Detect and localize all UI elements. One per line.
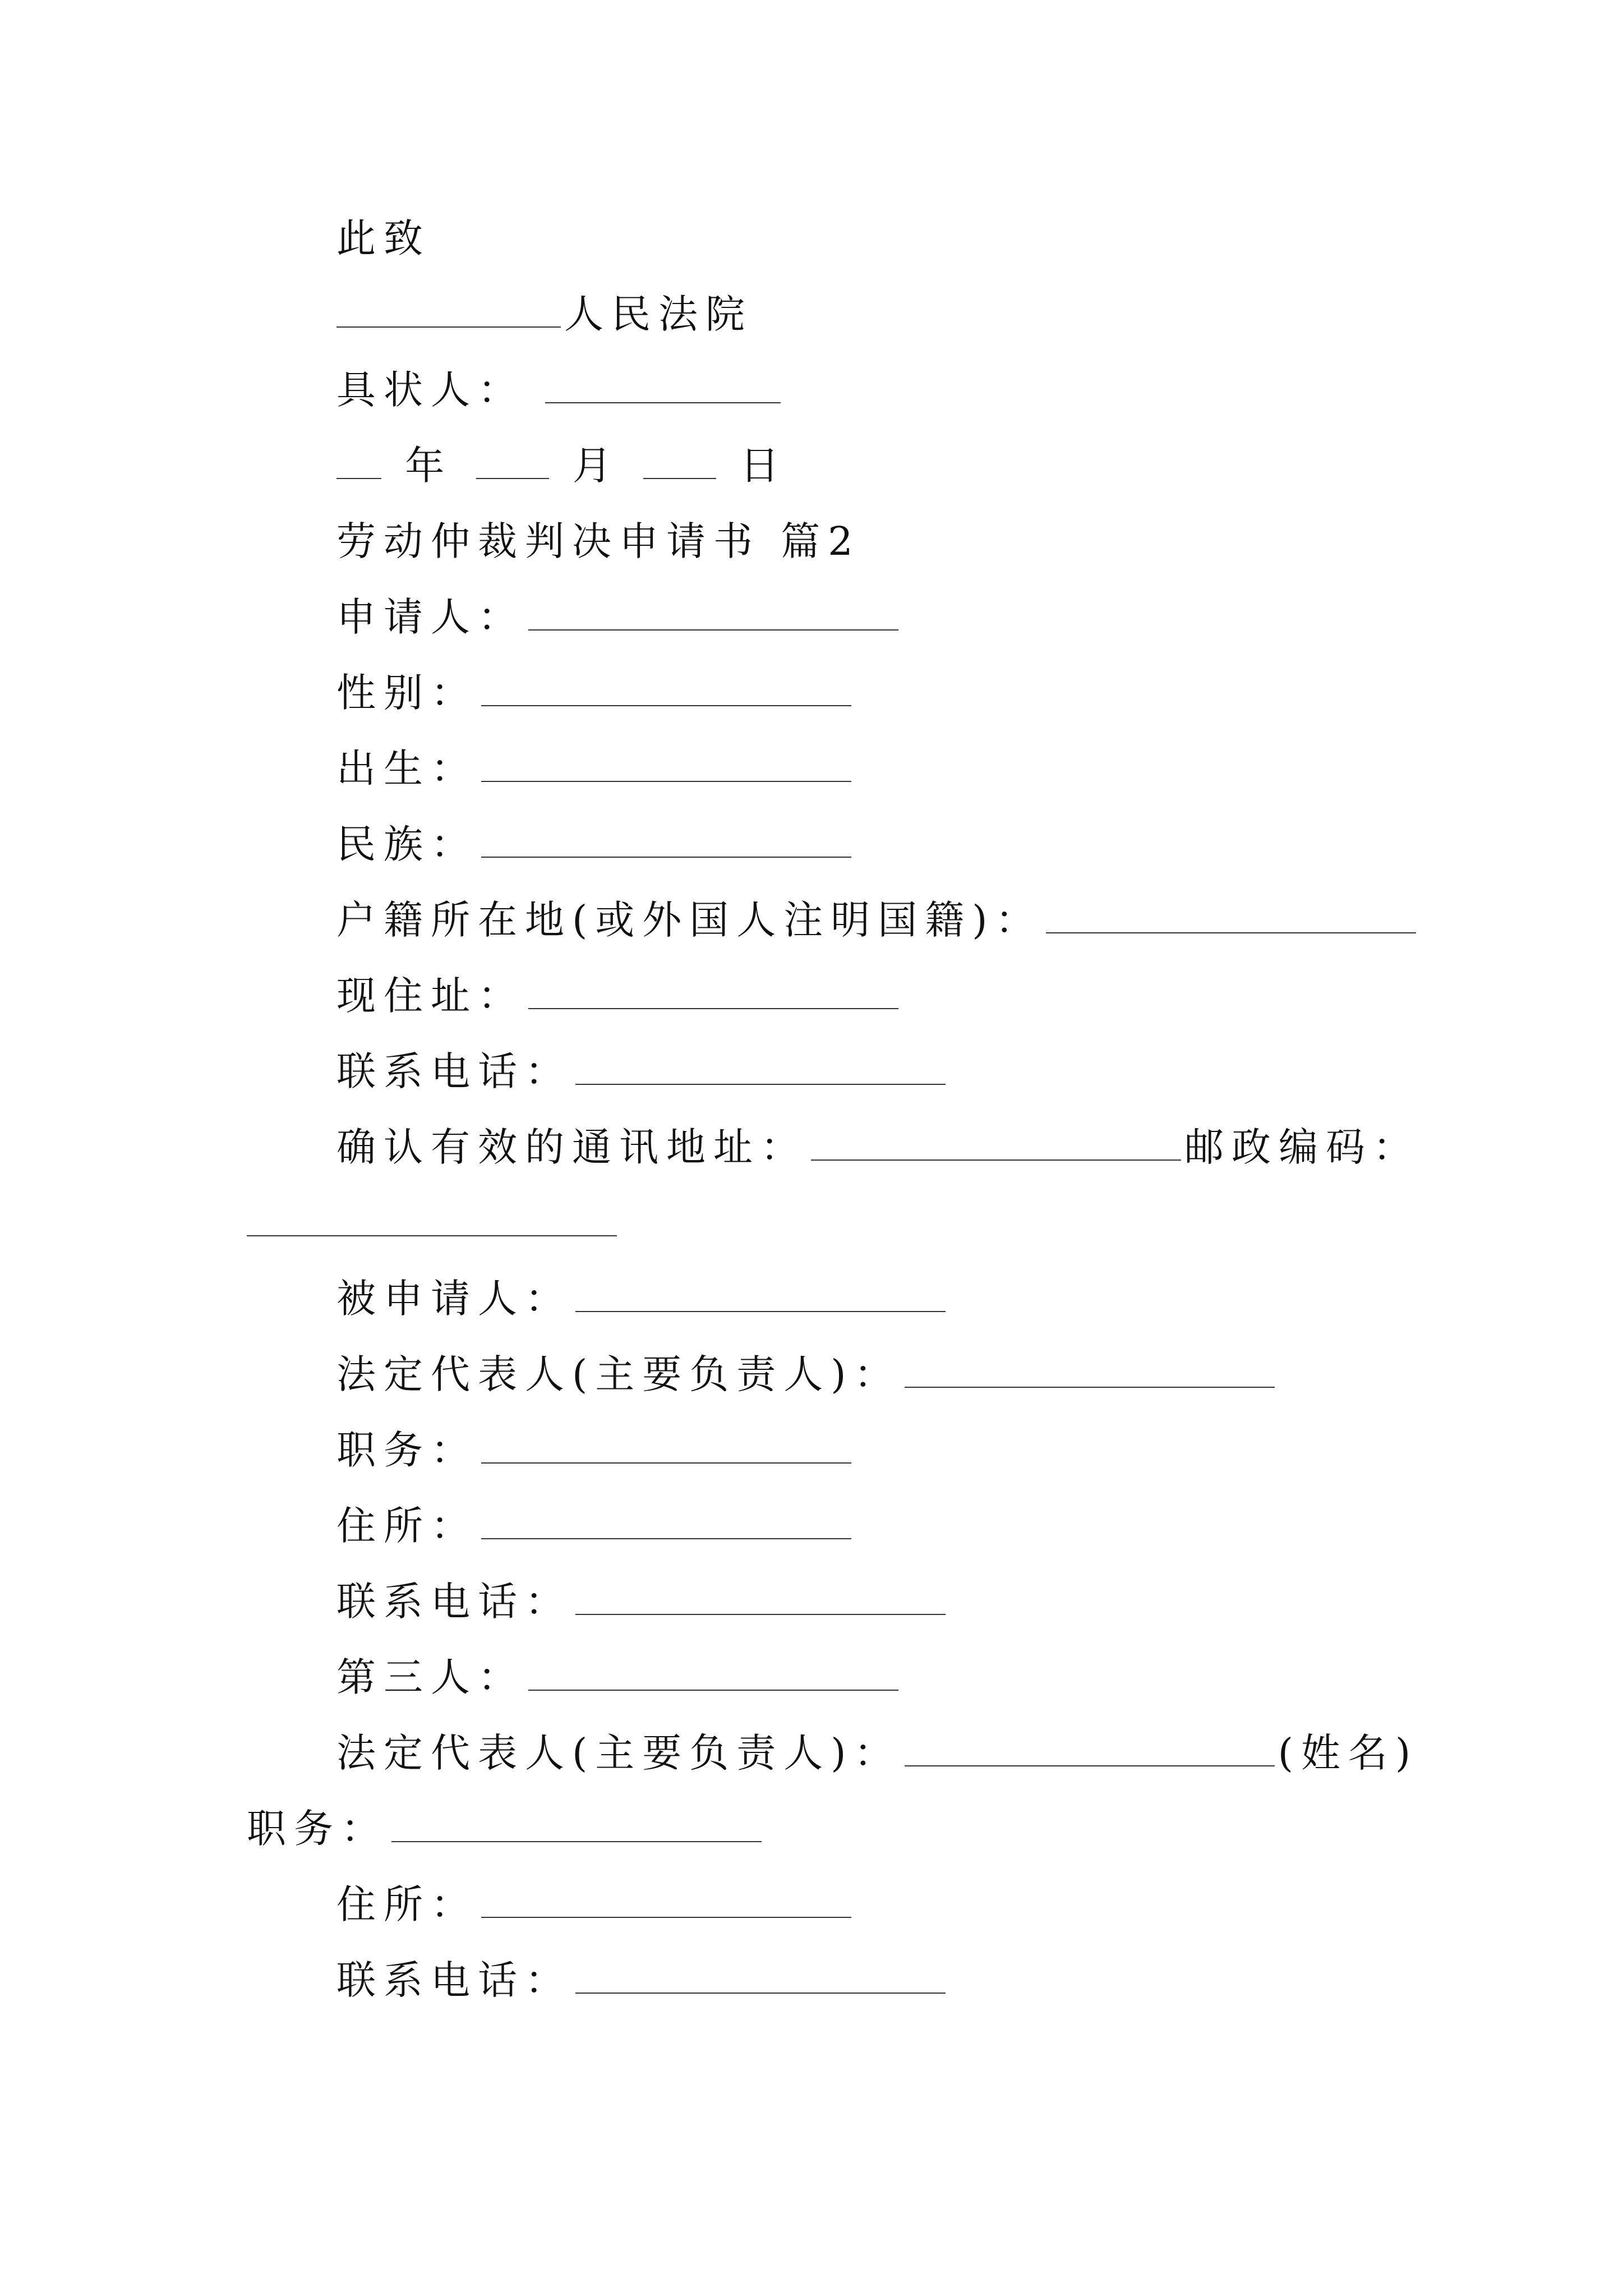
date-year-label: 年 <box>405 443 453 489</box>
applicant-address-label: 现住址： <box>336 973 525 1019</box>
third-party-name-blank[interactable] <box>528 1660 898 1691</box>
respondent-position-blank[interactable] <box>481 1433 851 1464</box>
applicant-gender-label: 性别： <box>336 670 478 716</box>
third-party-phone-label: 联系电话： <box>336 1957 572 2003</box>
section-title <box>336 516 861 567</box>
third-party-position-blank[interactable] <box>391 1812 762 1842</box>
third-party-legal-rep-blank[interactable] <box>905 1736 1275 1766</box>
applicant-birth-blank[interactable] <box>481 752 851 782</box>
applicant-residence-label: 户籍所在地(或外国人注明国籍)： <box>336 897 1043 943</box>
applicant-mail-label: 确认有效的通讯地址： <box>336 1124 808 1170</box>
respondent-name-label: 被申请人： <box>336 1276 572 1322</box>
applicant-phone-line <box>336 1046 949 1097</box>
applicant-birth-label: 出生： <box>336 746 478 792</box>
third-party-phone-blank[interactable] <box>575 1963 946 1994</box>
signer-blank[interactable] <box>545 373 781 403</box>
date-day-blank[interactable] <box>643 449 716 479</box>
respondent-legal-rep-line <box>336 1349 1278 1400</box>
third-party-phone-line <box>336 1955 949 2005</box>
applicant-mail-blank[interactable] <box>811 1130 1181 1161</box>
applicant-ethnicity-line <box>336 819 855 869</box>
respondent-position-label: 职务： <box>336 1427 478 1473</box>
applicant-name-label: 申请人： <box>336 594 525 640</box>
respondent-phone-label: 联系电话： <box>336 1579 572 1625</box>
section-title-text: 劳动仲裁判决申请书 篇2 <box>336 518 861 564</box>
third-party-domicile-line <box>336 1879 855 1930</box>
third-party-domicile-label: 住所： <box>336 1881 478 1927</box>
date-month-blank[interactable] <box>476 449 549 479</box>
respondent-domicile-line <box>336 1501 855 1551</box>
applicant-postcode-line <box>247 1198 620 1248</box>
signer-line <box>336 365 784 415</box>
third-party-name-line <box>336 1652 902 1703</box>
applicant-mail-line <box>336 1122 1420 1172</box>
respondent-phone-line <box>336 1576 949 1627</box>
applicant-residence-blank[interactable] <box>1046 903 1416 933</box>
applicant-ethnicity-blank[interactable] <box>481 827 851 858</box>
date-month-label: 月 <box>572 443 620 489</box>
applicant-phone-label: 联系电话： <box>336 1048 572 1094</box>
applicant-address-blank[interactable] <box>528 979 898 1009</box>
applicant-postcode-label: 邮政编码： <box>1184 1124 1420 1170</box>
respondent-legal-rep-label: 法定代表人(主要负责人)： <box>336 1351 901 1397</box>
third-party-position-label: 职务： <box>247 1806 388 1852</box>
respondent-domicile-label: 住所： <box>336 1503 478 1549</box>
signer-label: 具状人： <box>336 367 525 413</box>
applicant-phone-blank[interactable] <box>575 1055 946 1085</box>
third-party-name-label: 第三人： <box>336 1654 525 1700</box>
respondent-phone-blank[interactable] <box>575 1585 946 1615</box>
applicant-postcode-blank[interactable] <box>247 1206 617 1236</box>
respondent-legal-rep-blank[interactable] <box>905 1358 1275 1388</box>
respondent-name-blank[interactable] <box>575 1282 946 1312</box>
applicant-birth-line <box>336 743 855 794</box>
third-party-legal-rep-line <box>336 1728 1418 1778</box>
respondent-domicile-blank[interactable] <box>481 1509 851 1539</box>
date-line <box>336 440 787 491</box>
salutation-text: 此致 <box>336 215 431 261</box>
applicant-residence-line <box>336 895 1419 945</box>
applicant-gender-line <box>336 668 855 718</box>
applicant-gender-blank[interactable] <box>481 676 851 706</box>
applicant-ethnicity-label: 民族： <box>336 821 478 867</box>
applicant-name-line <box>336 592 902 642</box>
salutation-line <box>336 213 431 264</box>
respondent-name-line <box>336 1273 949 1324</box>
court-line <box>336 289 753 339</box>
court-suffix-text: 人民法院 <box>564 291 753 337</box>
applicant-address-line <box>336 970 902 1021</box>
date-day-label: 日 <box>740 443 787 489</box>
court-name-blank[interactable] <box>336 297 561 328</box>
applicant-name-blank[interactable] <box>528 600 898 631</box>
third-party-legal-rep-label: 法定代表人(主要负责人)： <box>336 1730 901 1776</box>
date-year-blank[interactable] <box>336 449 381 479</box>
third-party-name-suffix: (姓名) <box>1278 1730 1419 1776</box>
third-party-position-line <box>247 1803 765 1854</box>
respondent-position-line <box>336 1425 855 1475</box>
third-party-domicile-blank[interactable] <box>481 1888 851 1918</box>
